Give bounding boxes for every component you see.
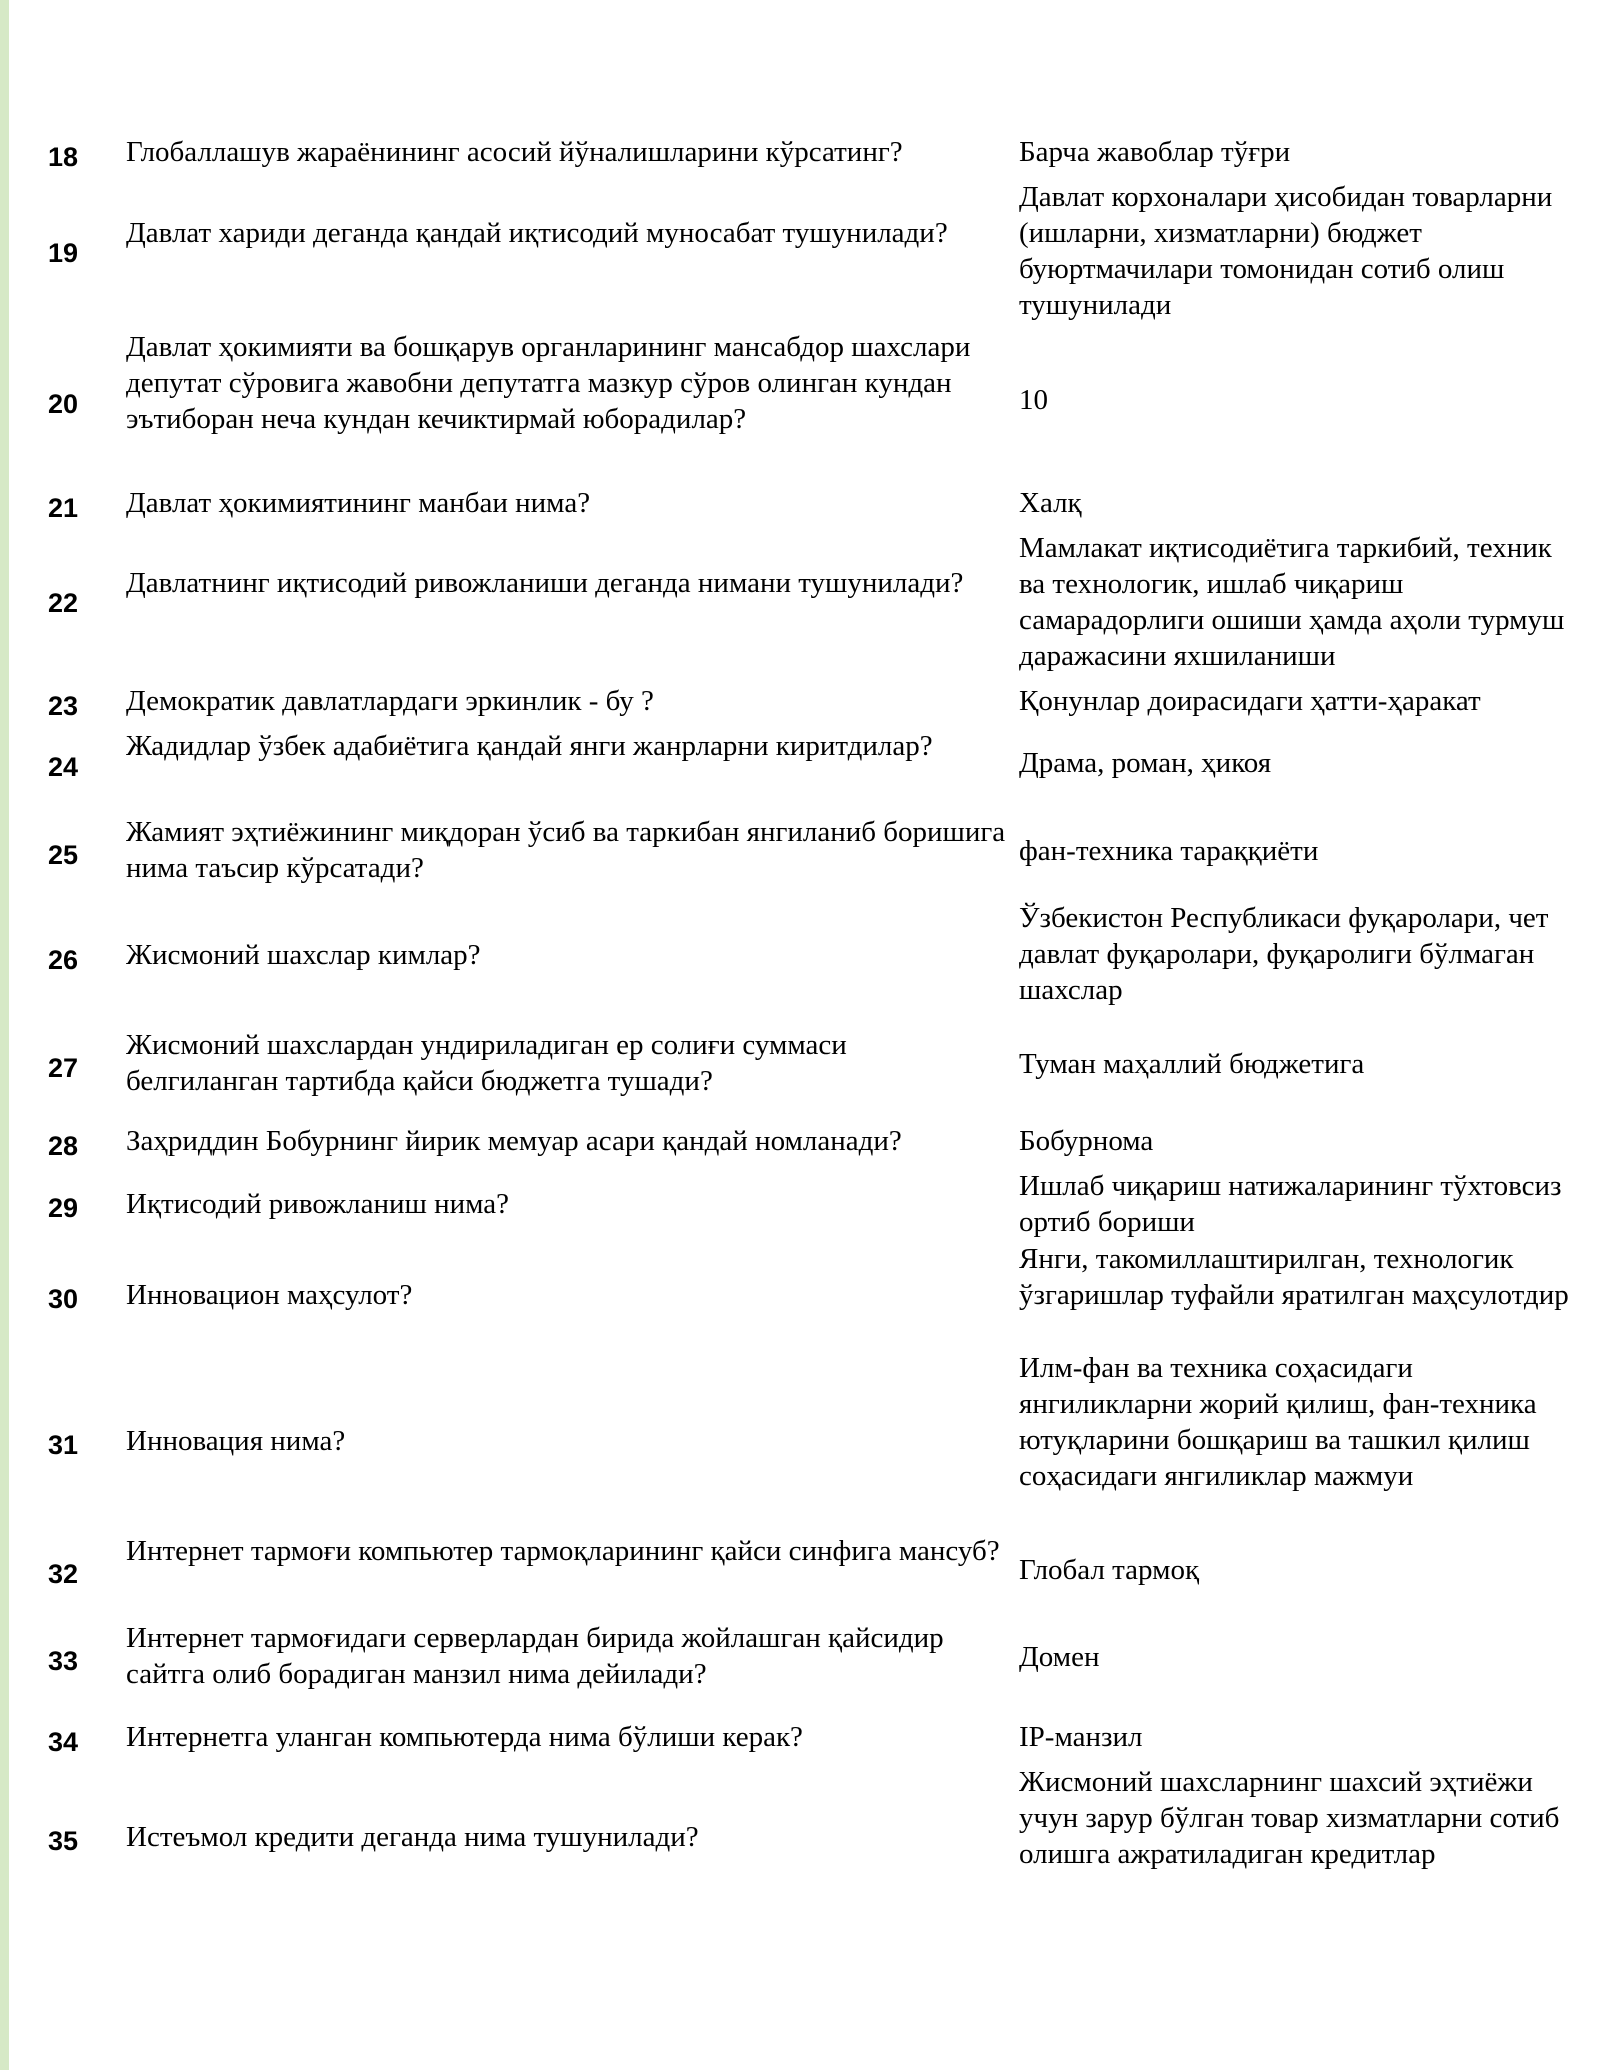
question-number: 33 [48,1646,79,1676]
question-number: 27 [48,1053,79,1083]
question-text: Глобаллашув жараёнининг асосий йўналишларини кўрсатинг? [126,136,903,168]
question-text: Жамият эҳтиёжининг миқдоран ўсиб ва таркибан янгиланиб боришига нима таъсир кўрсатади? [126,816,1006,884]
question-number: 20 [48,389,79,419]
question-number: 18 [48,142,79,172]
question-text: Давлат хариди деганда қандай иқтисодий муносабат тушунилади? [126,217,948,249]
question-text: Инновация нима? [126,1425,346,1457]
question-text: Жисмоний шахслардан ундириладиган ер солиғи суммаси белгиланган тартибда қайси бюджетга тушади? [126,1029,847,1097]
question-text: Истеъмол кредити деганда нима тушунилади? [126,1821,699,1853]
answer-text: Барча жавоблар тўғри [1019,136,1291,168]
question-text: Иқтисодий ривожланиш нима? [126,1188,510,1220]
answer-text: Мамлакат иқтисодиётига таркибий, техник ва технологик, ишлаб чиқариш самарадорлиги ошиши ҳамда аҳоли турмуш даражасини яхшиланиши [1019,532,1565,672]
answer-text: Давлат корхоналари ҳисобидан товарларни (ишларни, хизматларни) бюджет буюртмачилари томонидан сотиб олиш тушунилади [1019,181,1553,321]
answer-text: Драма, роман, ҳикоя [1019,747,1272,779]
answer-text: Домен [1019,1641,1100,1673]
question-number: 28 [48,1131,79,1161]
answer-text: фан-техника тараққиёти [1019,835,1319,867]
answer-text: Глобал тармоқ [1019,1554,1200,1586]
question-number: 25 [48,840,79,870]
question-number: 35 [48,1826,79,1856]
question-text: Жадидлар ўзбек адабиётига қандай янги жанрларни киритдилар? [126,730,933,762]
question-number: 26 [48,945,79,975]
question-number: 34 [48,1727,79,1757]
question-text: Интернетга уланган компьютерда нима бўлиши керак? [126,1721,803,1753]
question-number: 31 [48,1430,79,1460]
question-text: Жисмоний шахслар кимлар? [126,939,481,971]
question-number: 32 [48,1559,79,1589]
answer-text: Ишлаб чиқариш натижаларининг тўхтовсиз ортиб бориши [1019,1170,1562,1238]
answer-text: Илм-фан ва техника соҳасидаги янгиликларни жорий қилиш, фан-техника ютуқларини бошқариш ва ташкил қилиш соҳасидаги янгиликлар мажмуи [1019,1352,1537,1492]
answer-text: Туман маҳаллий бюджетига [1019,1048,1365,1080]
question-number: 22 [48,588,79,618]
answer-text: IP-манзил [1019,1721,1143,1753]
answer-text: 10 [1019,384,1048,416]
question-text: Интернет тармоғи компьютер тармоқларининг қайси синфига мансуб? [126,1535,1000,1567]
question-number: 29 [48,1193,79,1223]
question-number: 30 [48,1284,79,1314]
question-number: 21 [48,493,79,523]
question-text: Заҳриддин Бобурнинг йирик мемуар асари қандай номланади? [126,1125,902,1157]
question-text: Давлат ҳокимиятининг манбаи нима? [126,487,591,519]
answer-text: Халқ [1019,487,1082,519]
answer-text: Қонунлар доирасидаги ҳатти-ҳаракат [1019,685,1481,717]
question-text: Давлатнинг иқтисодий ривожланиши деганда нимани тушунилади? [126,567,964,599]
question-text: Демократик давлатлардаги эркинлик - бу ? [126,685,654,717]
question-text: Давлат ҳокимияти ва бошқарув органларининг мансабдор шахслари депутат сўровига жавобни депутатга мазкур сўров олинган кундан эътиборан неча кундан кечиктирмай юборадилар? [126,331,971,435]
answer-text: Жисмоний шахсларнинг шахсий эҳтиёжи учун зарур бўлган товар хизматларни сотиб олишга ажратиладиган кредитлар [1019,1766,1560,1870]
question-text: Инновацион маҳсулот? [126,1279,413,1311]
answer-text: Бобурнома [1019,1125,1154,1157]
question-number: 24 [48,752,79,782]
question-number: 23 [48,691,79,721]
answer-text: Ўзбекистон Республикаси фуқаролари, чет давлат фуқаролари, фуқаролиги бўлмаган шахслар [1019,902,1549,1006]
question-number: 19 [48,238,79,268]
answer-text: Янги, такомиллаштирилган, технологик ўзгаришлар туфайли яратилган маҳсулотдир [1019,1243,1569,1311]
question-text: Интернет тармоғидаги серверлардан бирида жойлашган қайсидир сайтга олиб борадиган манзил нима дейилади? [126,1622,944,1690]
